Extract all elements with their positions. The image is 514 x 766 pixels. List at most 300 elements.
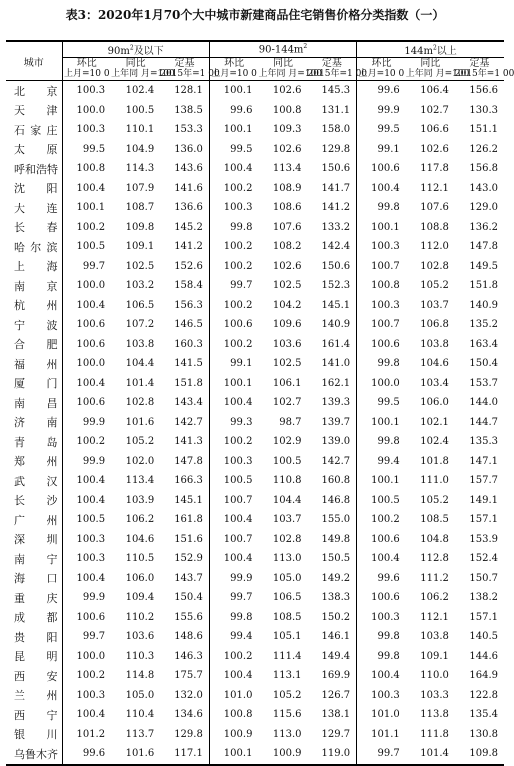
city-name: 太原 — [14, 143, 58, 157]
index-value: 100.7 — [209, 530, 258, 550]
index-value: 104.4 — [272, 494, 302, 506]
index-value: 102.7 — [420, 104, 449, 116]
index-value: 100.3 — [62, 530, 111, 550]
table-row — [6, 530, 504, 550]
city-name: 石家庄 — [14, 123, 58, 137]
index-value: 99.8 — [357, 432, 406, 452]
index-value: 100.2 — [209, 179, 258, 199]
index-value: 140.9 — [321, 319, 351, 331]
city-name: 南京 — [14, 279, 58, 293]
index-value: 100.0 — [62, 647, 111, 667]
index-value: 99.9 — [209, 569, 258, 589]
index-value: 100.4 — [62, 374, 111, 394]
index-value: 136.2 — [469, 221, 498, 233]
index-value: 135.3 — [469, 436, 498, 448]
index-value: 100.6 — [357, 159, 406, 179]
index-value: 103.3 — [420, 689, 449, 701]
index-value: 100.0 — [357, 374, 406, 394]
index-value: 133.2 — [321, 221, 351, 233]
index-value: 126.7 — [321, 689, 351, 701]
index-value: 100.4 — [62, 296, 111, 316]
index-value: 129.7 — [321, 728, 351, 740]
index-value: 142.7 — [321, 455, 351, 467]
index-value: 100.8 — [272, 104, 302, 116]
city-name: 海口 — [14, 572, 58, 586]
table-row — [6, 315, 504, 335]
index-value: 151.1 — [469, 124, 498, 136]
table-row — [6, 237, 504, 257]
table-row — [6, 198, 504, 218]
city-name: 大连 — [14, 201, 58, 215]
index-value: 100.5 — [272, 455, 302, 467]
index-value: 103.2 — [125, 280, 155, 292]
table-title: 表3：2020年1月70个大中城市新建商品住宅销售价格分类指数（一） — [65, 8, 445, 22]
group-header-small: $90m^2$及以下 — [62, 41, 209, 58]
index-value: 113.1 — [272, 670, 302, 682]
index-value: 144.0 — [469, 397, 498, 409]
index-value: 100.7 — [209, 491, 258, 511]
index-value: 99.5 — [357, 393, 406, 413]
index-value: 102.8 — [272, 533, 302, 545]
index-value: 101.4 — [406, 744, 455, 765]
index-value: 107.2 — [125, 319, 155, 331]
index-value: 106.0 — [125, 572, 155, 584]
index-value: 148.6 — [174, 631, 203, 643]
index-value: 100.4 — [209, 549, 258, 569]
index-value: 152.4 — [469, 553, 498, 565]
index-value: 158.4 — [174, 280, 203, 292]
index-value: 100.4 — [209, 393, 258, 413]
index-value: 110.8 — [272, 475, 302, 487]
index-value: 129.8 — [174, 728, 203, 740]
table-row — [6, 549, 504, 569]
index-value: 113.4 — [125, 475, 155, 487]
index-value: 102.5 — [272, 358, 302, 370]
table-row — [6, 705, 504, 725]
index-value: 99.5 — [357, 120, 406, 140]
index-value: 101.6 — [111, 744, 160, 765]
index-value: 100.6 — [357, 588, 406, 608]
index-value: 147.8 — [469, 241, 498, 253]
index-value: 101.0 — [357, 705, 406, 725]
col-subheader-yoy: 上年同 月=100 — [258, 69, 323, 79]
col-header-base: 定基 — [321, 58, 342, 69]
index-value: 155.6 — [174, 611, 203, 623]
index-value: 144.7 — [469, 416, 498, 428]
index-value: 157.1 — [469, 611, 498, 623]
index-value: 100.3 — [357, 296, 406, 316]
index-value: 100.4 — [62, 179, 111, 199]
index-value: 102.6 — [272, 85, 302, 97]
index-value: 108.2 — [272, 241, 302, 253]
city-name: 宁波 — [14, 318, 58, 332]
index-value: 141.3 — [174, 436, 203, 448]
index-value: 130.8 — [469, 728, 498, 740]
index-value: 104.6 — [125, 533, 155, 545]
index-value: 106.5 — [125, 299, 155, 311]
city-name: 长春 — [14, 221, 58, 235]
index-value: 101.6 — [125, 416, 155, 428]
index-value: 100.6 — [209, 315, 258, 335]
index-value: 161.8 — [174, 514, 203, 526]
index-value: 100.0 — [62, 354, 111, 374]
index-value: 141.2 — [321, 202, 351, 214]
index-value: 161.4 — [321, 338, 351, 350]
col-header-base: 定基 — [174, 58, 195, 69]
index-value: 100.3 — [357, 237, 406, 257]
index-value: 113.8 — [420, 709, 449, 721]
index-value: 114.3 — [125, 163, 155, 175]
index-value: 134.6 — [174, 709, 203, 721]
index-value: 100.9 — [209, 725, 258, 745]
city-name: 沈阳 — [14, 182, 58, 196]
index-value: 117.1 — [160, 744, 209, 765]
index-value: 150.2 — [321, 611, 351, 623]
index-value: 146.1 — [321, 631, 351, 643]
index-value: 99.1 — [357, 140, 406, 160]
table-row — [6, 218, 504, 238]
index-value: 100.0 — [62, 101, 111, 121]
index-value: 156.8 — [469, 163, 498, 175]
city-name: 青岛 — [14, 435, 58, 449]
index-value: 115.6 — [272, 709, 302, 721]
index-value: 108.7 — [125, 202, 155, 214]
index-value: 126.2 — [469, 143, 498, 155]
index-value: 102.9 — [272, 436, 302, 448]
index-value: 106.2 — [125, 514, 155, 526]
index-value: 100.9 — [258, 744, 307, 765]
index-value: 107.6 — [272, 221, 302, 233]
city-name: 重庆 — [14, 591, 58, 605]
index-value: 136.0 — [174, 143, 203, 155]
table-row — [6, 81, 504, 101]
index-value: 100.3 — [62, 549, 111, 569]
table-row — [6, 374, 504, 394]
city-name: 银川 — [14, 728, 58, 742]
index-value: 100.7 — [357, 315, 406, 335]
index-value: 101.0 — [209, 686, 258, 706]
index-value: 100.2 — [357, 510, 406, 530]
city-column-header: 城市 — [6, 41, 62, 81]
group-header-large: $144m^2$以上 — [357, 41, 504, 58]
index-value: 141.7 — [321, 182, 351, 194]
index-value: 149.2 — [321, 572, 351, 584]
index-value: 110.5 — [125, 553, 155, 565]
table-row — [6, 276, 504, 296]
index-value: 113.7 — [125, 728, 155, 740]
index-value: 106.5 — [272, 592, 302, 604]
index-value: 108.9 — [272, 182, 302, 194]
index-value: 101.8 — [420, 455, 449, 467]
index-value: 143.4 — [174, 397, 203, 409]
table-row — [6, 120, 504, 140]
index-value: 100.1 — [357, 218, 406, 238]
index-value: 114.8 — [125, 670, 155, 682]
index-value: 100.5 — [62, 510, 111, 530]
index-value: 102.7 — [272, 397, 302, 409]
index-value: 99.5 — [209, 140, 258, 160]
index-value: 100.3 — [62, 686, 111, 706]
index-value: 103.7 — [272, 514, 302, 526]
index-value: 149.5 — [469, 260, 498, 272]
index-value: 139.7 — [321, 416, 351, 428]
table-row — [6, 725, 504, 745]
index-value: 163.4 — [469, 338, 498, 350]
index-value: 99.3 — [209, 413, 258, 433]
col-subheader-base: 2015年=1 00 — [307, 69, 368, 79]
index-value: 141.2 — [174, 241, 203, 253]
city-name: 南宁 — [14, 552, 58, 566]
col-header-mom: 环比 — [357, 58, 406, 70]
group-header-medium: $90-144m^2$ — [209, 41, 356, 58]
index-value: 138.1 — [321, 709, 351, 721]
index-value: 102.6 — [420, 143, 449, 155]
index-value: 100.1 — [357, 413, 406, 433]
table-row — [6, 471, 504, 491]
index-value: 103.7 — [420, 299, 449, 311]
index-value: 109.8 — [455, 744, 504, 765]
index-value: 158.0 — [321, 124, 351, 136]
index-value: 109.3 — [272, 124, 302, 136]
city-name: 天津 — [14, 104, 58, 118]
index-value: 103.9 — [125, 494, 155, 506]
index-value: 150.6 — [321, 163, 351, 175]
table-row — [6, 491, 504, 511]
index-value: 108.5 — [420, 514, 449, 526]
city-name: 兰州 — [14, 689, 58, 703]
index-value: 99.7 — [62, 627, 111, 647]
index-value: 145.3 — [321, 85, 351, 97]
col-header-mom: 环比 — [62, 58, 111, 70]
index-value: 147.1 — [469, 455, 498, 467]
index-value: 151.8 — [469, 280, 498, 292]
index-value: 112.8 — [420, 553, 449, 565]
index-value: 99.8 — [357, 647, 406, 667]
index-value: 100.4 — [62, 705, 111, 725]
index-value: 100.6 — [62, 393, 111, 413]
index-value: 100.6 — [62, 335, 111, 355]
col-subheader-yoy: 上年同 月=100 — [405, 69, 470, 79]
index-value: 100.6 — [357, 335, 406, 355]
city-name: 广州 — [14, 513, 58, 527]
table-row — [6, 452, 504, 472]
index-value: 99.4 — [209, 627, 258, 647]
index-value: 100.2 — [209, 296, 258, 316]
index-value: 102.0 — [125, 455, 155, 467]
index-value: 144.6 — [469, 650, 498, 662]
index-value: 107.6 — [420, 202, 449, 214]
index-value: 102.1 — [420, 416, 449, 428]
index-value: 100.1 — [357, 471, 406, 491]
city-name: 呼和浩特 — [14, 162, 58, 176]
index-value: 106.1 — [272, 377, 302, 389]
index-value: 149.8 — [321, 533, 351, 545]
index-value: 103.6 — [272, 338, 302, 350]
index-value: 152.9 — [174, 553, 203, 565]
index-value: 112.1 — [420, 182, 449, 194]
index-value: 145.1 — [321, 299, 351, 311]
index-value: 131.1 — [321, 104, 351, 116]
index-value: 100.5 — [125, 104, 155, 116]
city-name: 长沙 — [14, 494, 58, 508]
table-row — [6, 335, 504, 355]
index-value: 102.5 — [125, 260, 155, 272]
index-value: 102.6 — [272, 260, 302, 272]
index-value: 100.3 — [62, 120, 111, 140]
index-value: 106.4 — [420, 85, 449, 97]
index-value: 150.7 — [469, 572, 498, 584]
index-value: 100.3 — [209, 198, 258, 218]
index-value: 100.1 — [62, 198, 111, 218]
index-value: 143.0 — [469, 182, 498, 194]
index-value: 103.4 — [420, 377, 449, 389]
index-value: 160.8 — [321, 475, 351, 487]
table-row — [6, 627, 504, 647]
index-value: 100.2 — [62, 432, 111, 452]
index-value: 102.5 — [272, 280, 302, 292]
index-value: 106.6 — [420, 124, 449, 136]
index-value: 100.4 — [62, 491, 111, 511]
index-value: 157.7 — [469, 475, 498, 487]
index-value: 100.6 — [357, 530, 406, 550]
index-value: 99.8 — [357, 198, 406, 218]
index-value: 111.8 — [420, 728, 449, 740]
index-value: 128.1 — [174, 85, 203, 97]
index-value: 169.9 — [321, 670, 351, 682]
col-header-mom: 环比 — [209, 58, 258, 70]
index-value: 141.6 — [174, 182, 203, 194]
index-value: 149.4 — [321, 650, 351, 662]
table-row — [6, 140, 504, 160]
table-row — [6, 413, 504, 433]
index-value: 109.1 — [420, 650, 449, 662]
index-value: 99.4 — [357, 452, 406, 472]
index-value: 109.6 — [272, 319, 302, 331]
index-value: 145.2 — [174, 221, 203, 233]
index-value: 146.3 — [174, 650, 203, 662]
table-row — [6, 608, 504, 628]
index-value: 99.9 — [62, 452, 111, 472]
city-name: 厦门 — [14, 377, 58, 391]
index-value: 103.6 — [125, 631, 155, 643]
table-row — [6, 179, 504, 199]
index-value: 117.8 — [420, 163, 449, 175]
index-value: 100.4 — [62, 471, 111, 491]
index-value: 143.6 — [174, 163, 203, 175]
col-header-yoy: 同比 — [125, 58, 146, 69]
index-value: 110.0 — [420, 670, 449, 682]
index-value: 100.0 — [62, 276, 111, 296]
index-value: 113.0 — [272, 553, 302, 565]
index-value: 102.8 — [125, 397, 155, 409]
index-value: 155.0 — [321, 514, 351, 526]
city-name: 昆明 — [14, 650, 58, 664]
index-value: 99.1 — [209, 354, 258, 374]
index-value: 104.6 — [420, 358, 449, 370]
index-value: 110.2 — [125, 611, 155, 623]
index-value: 102.6 — [272, 143, 302, 155]
index-value: 99.6 — [357, 569, 406, 589]
index-value: 105.2 — [420, 494, 449, 506]
col-header-yoy: 同比 — [272, 58, 293, 69]
index-value: 105.1 — [272, 631, 302, 643]
index-value: 146.5 — [174, 319, 203, 331]
index-value: 99.7 — [62, 257, 111, 277]
index-value: 143.7 — [174, 572, 203, 584]
index-value: 109.1 — [125, 241, 155, 253]
index-value: 139.3 — [321, 397, 351, 409]
index-value: 100.5 — [62, 237, 111, 257]
index-value: 153.7 — [469, 377, 498, 389]
col-subheader-yoy: 上年同 月=100 — [111, 69, 175, 79]
index-value: 102.4 — [420, 436, 449, 448]
index-value: 142.7 — [174, 416, 203, 428]
index-value: 113.4 — [272, 163, 302, 175]
index-value: 146.8 — [321, 494, 351, 506]
index-value: 153.3 — [174, 124, 203, 136]
index-value: 150.4 — [469, 358, 498, 370]
index-value: 110.4 — [125, 709, 155, 721]
index-value: 111.0 — [420, 475, 449, 487]
index-value: 100.2 — [209, 647, 258, 667]
index-value: 100.1 — [209, 120, 258, 140]
index-value: 101.4 — [125, 377, 155, 389]
index-value: 166.3 — [174, 475, 203, 487]
index-value: 99.6 — [209, 101, 258, 121]
index-value: 104.4 — [125, 358, 155, 370]
index-value: 129.8 — [321, 143, 351, 155]
index-value: 98.7 — [279, 416, 302, 428]
index-value: 103.8 — [125, 338, 155, 350]
index-value: 100.2 — [209, 237, 258, 257]
index-value: 99.6 — [62, 744, 111, 765]
index-value: 152.3 — [321, 280, 351, 292]
index-value: 147.8 — [174, 455, 203, 467]
index-value: 100.1 — [209, 374, 258, 394]
index-value: 99.7 — [209, 276, 258, 296]
col-subheader-base: 2015年=1 00 — [160, 69, 220, 79]
table-row — [6, 296, 504, 316]
index-value: 102.4 — [125, 85, 155, 97]
index-value: 110.3 — [125, 650, 155, 662]
table-row — [6, 354, 504, 374]
city-name: 济南 — [14, 416, 58, 430]
table-row — [6, 588, 504, 608]
index-value: 164.9 — [469, 670, 498, 682]
index-value: 135.2 — [469, 319, 498, 331]
index-value: 103.8 — [420, 338, 449, 350]
index-value: 99.9 — [62, 588, 111, 608]
index-value: 99.8 — [209, 608, 258, 628]
table-row — [6, 647, 504, 667]
index-value: 160.3 — [174, 338, 203, 350]
table-row — [6, 744, 504, 765]
city-name: 成都 — [14, 611, 58, 625]
index-value: 139.0 — [321, 436, 351, 448]
index-value: 119.0 — [308, 744, 357, 765]
price-index-table — [6, 40, 514, 766]
index-value: 100.2 — [209, 335, 258, 355]
index-value: 110.1 — [125, 124, 155, 136]
index-value: 100.2 — [209, 432, 258, 452]
index-value: 106.8 — [420, 319, 449, 331]
index-value: 100.2 — [62, 218, 111, 238]
index-value: 106.2 — [420, 592, 449, 604]
city-name: 西宁 — [14, 708, 58, 722]
index-value: 100.2 — [209, 257, 258, 277]
index-value: 106.0 — [420, 397, 449, 409]
index-value: 136.6 — [174, 202, 203, 214]
